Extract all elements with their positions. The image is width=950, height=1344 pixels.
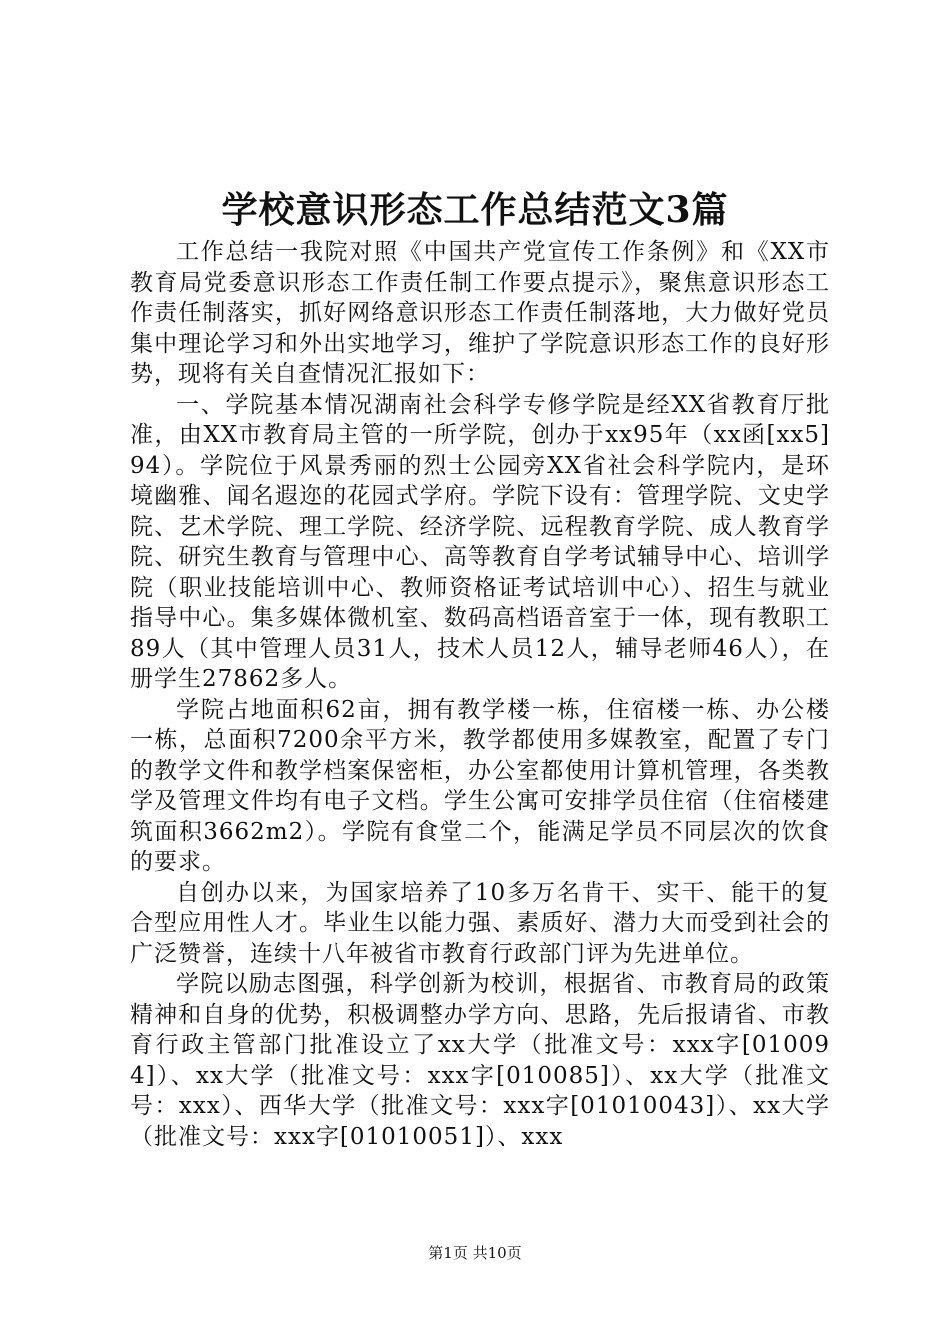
page-number-footer: 第1页 共10页 — [428, 1244, 522, 1262]
paragraph: 工作总结一我院对照《中国共产党宣传工作条例》和《XX市教育局党委意识形态工作责任制工作要点提示》，聚焦意识形态工作责任制落实，抓好网络意识形态工作责任制落地，大力做好党员集中理论学习和外出实地学习，维护了学院意识形态工作的良好形势，现将有关自查情况汇报如下： — [130, 239, 830, 387]
paragraph: 自创办以来，为国家培养了10多万名肯干、实干、能干的复合型应用性人才。毕业生以能力强、素质好、潜力大而受到社会的广泛赞誉，连续十八年被省市教育行政部门评为先进单位。 — [130, 879, 830, 967]
paragraph: 学院占地面积62亩，拥有教学楼一栋，住宿楼一栋、办公楼一栋，总面积7200余平方米，教学都使用多媒教室，配置了专门的教学文件和教学档案保密柜，办公室都使用计算机管理，各类教学及管理文件均有电子文档。学生公寓可安排学员住宿（住宿楼建筑面积3662m2）。学院有食堂二个，能满足学员不同层次的饮食的要求。 — [130, 696, 830, 875]
document-body — [130, 237, 830, 1152]
paragraph: 学院以励志图强，科学创新为校训，根据省、市教育局的政策精神和自身的优势，积极调整办学方向、思路，先后报请省、市教育行政主管部门批准设立了xx大学（批准文号：xxx字[010094]）、xx大学（批准文号：xxx字[010085]）、xx大学（批准文号：xxx）、西华大学（批准文号：xxx字[01010043]）、xx大学（批准文号：xxx字[01010051]）、xxx — [130, 971, 830, 1150]
document-title: 学校意识形态工作总结范文3篇 — [221, 189, 729, 231]
paragraph: 一、学院基本情况湖南社会科学专修学院是经XX省教育厅批准，由XX市教育局主管的一所学院，创办于xx95年（xx函[xx5]94）。学院位于风景秀丽的烈士公园旁XX省社会科学院内，是环境幽雅、闻名遐迩的花园式学府。学院下设有：管理学院、文史学院、艺术学院、理工学院、经济学院、远程教育学院、成人教育学院、研究生教育与管理中心、高等教育自学考试辅导中心、培训学院（职业技能培训中心、教师资格证考试培训中心）、招生与就业指导中心。集多媒体微机室、数码高档语音室于一体，现有教职工89人（其中管理人员31人，技术人员12人，辅导老师46人），在册学生27862多人。 — [130, 391, 830, 692]
